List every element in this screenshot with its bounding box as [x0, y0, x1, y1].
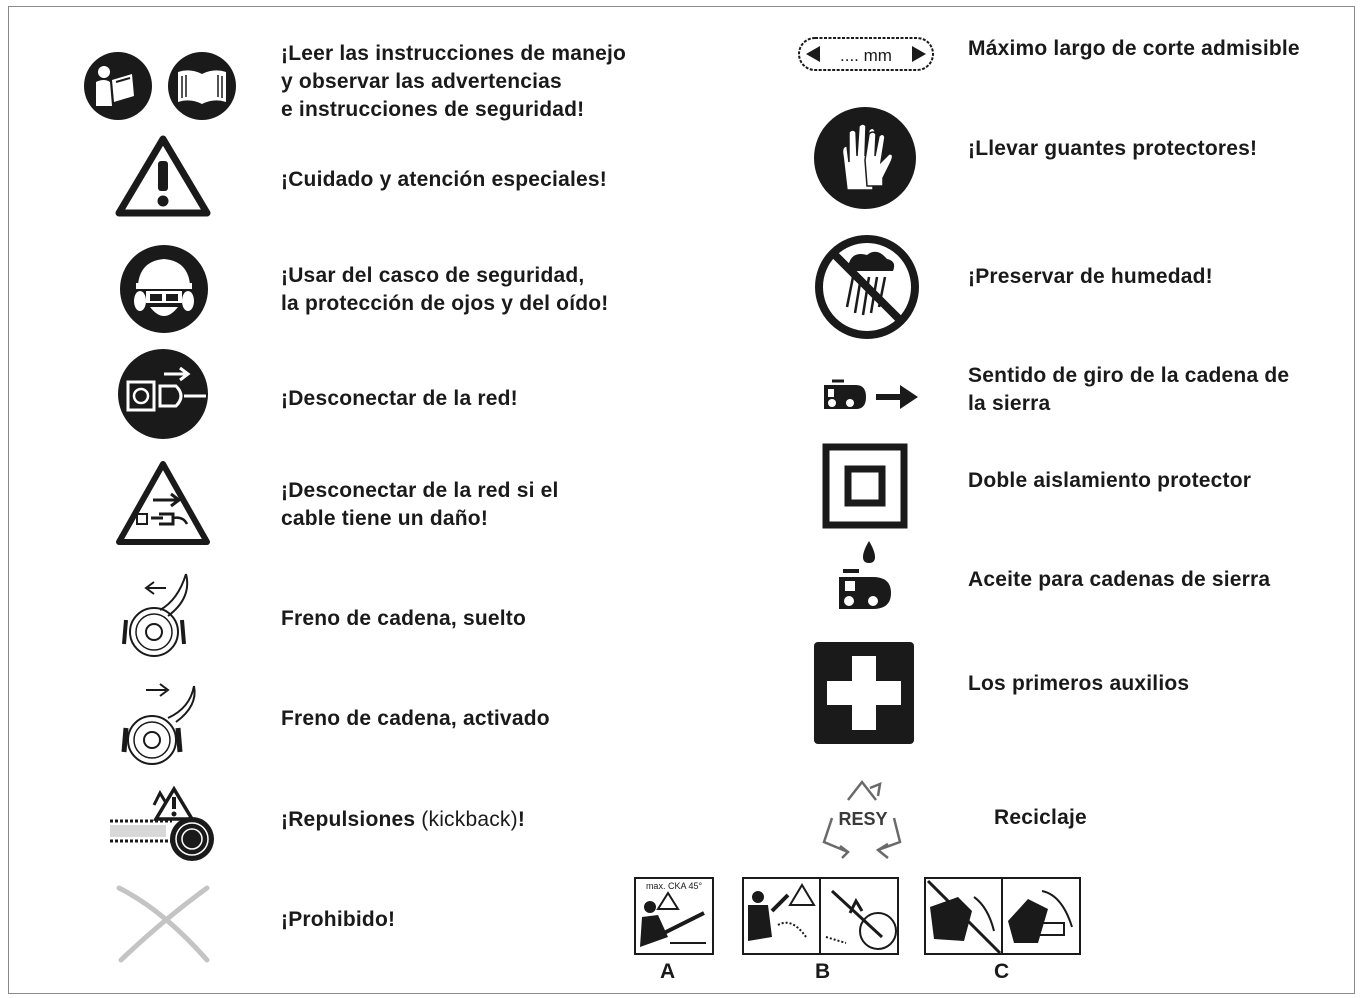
- double-insulation-icon: [822, 443, 908, 529]
- gloves-icon: [813, 106, 917, 210]
- panel-c-hand-position-icon: [924, 877, 1082, 955]
- chain-oil-icon: [833, 537, 895, 613]
- label-insulation: Doble aislamiento protector: [968, 469, 1252, 492]
- label-caution: ¡Cuidado y atención especiales!: [281, 168, 607, 191]
- label-read: ¡Leer las instrucciones de manejo y observar las advertencias e instrucciones de seguridad!: [281, 42, 627, 121]
- panel-b-kickback-icon: [742, 877, 900, 955]
- label-unplug: ¡Desconectar de la red!: [281, 387, 518, 410]
- read-manual-icon: [82, 50, 242, 122]
- chain-direction-icon: [820, 375, 924, 415]
- label-ppe: ¡Usar del casco de seguridad, la protección de ojos y del oído!: [281, 264, 609, 315]
- label-recycle: Reciclaje: [994, 806, 1087, 829]
- label-first-aid: Los primeros auxilios: [968, 672, 1190, 695]
- label-gloves: ¡Llevar guantes protectores!: [968, 137, 1258, 160]
- label-damaged: ¡Desconectar de la red si el cable tiene un daño!: [281, 479, 559, 530]
- cutting-length-icon: [796, 32, 936, 76]
- label-brake-off: Freno de cadena, suelto: [281, 607, 526, 630]
- recycle-icon: [818, 778, 908, 862]
- cutting-length-text: .... mm: [840, 46, 892, 65]
- no-rain-icon: [813, 233, 921, 341]
- helmet-goggles-earmuffs-icon: [116, 245, 212, 333]
- label-kickback: ¡Repulsiones (kickback)!: [281, 808, 526, 831]
- recycle-text: RESY: [838, 809, 888, 829]
- chain-brake-released-icon: [120, 570, 200, 660]
- first-aid-icon: [812, 640, 916, 746]
- prohibited-cross-icon: [113, 880, 213, 966]
- label-cut-length: Máximo largo de corte admisible: [968, 37, 1300, 60]
- label-brake-on: Freno de cadena, activado: [281, 707, 550, 730]
- label-humidity: ¡Preservar de humedad!: [968, 265, 1213, 288]
- warning-triangle-icon: [115, 135, 211, 217]
- kickback-icon: [108, 785, 218, 865]
- label-rotation: Sentido de giro de la cadena de la sierra: [968, 364, 1290, 415]
- label-oil: Aceite para cadenas de sierra: [968, 568, 1271, 591]
- panel-a-caption: max. CKA 45°: [645, 881, 703, 891]
- panel-b-letter: B: [815, 960, 831, 983]
- unplug-icon: [116, 348, 210, 440]
- panel-a-max-cka-icon: [634, 877, 714, 955]
- panel-a-letter: A: [660, 960, 676, 983]
- damaged-cable-warning-icon: [115, 460, 211, 546]
- label-forbidden: ¡Prohibido!: [281, 908, 396, 931]
- panel-c-letter: C: [994, 960, 1010, 983]
- chain-brake-activated-icon: [120, 682, 200, 766]
